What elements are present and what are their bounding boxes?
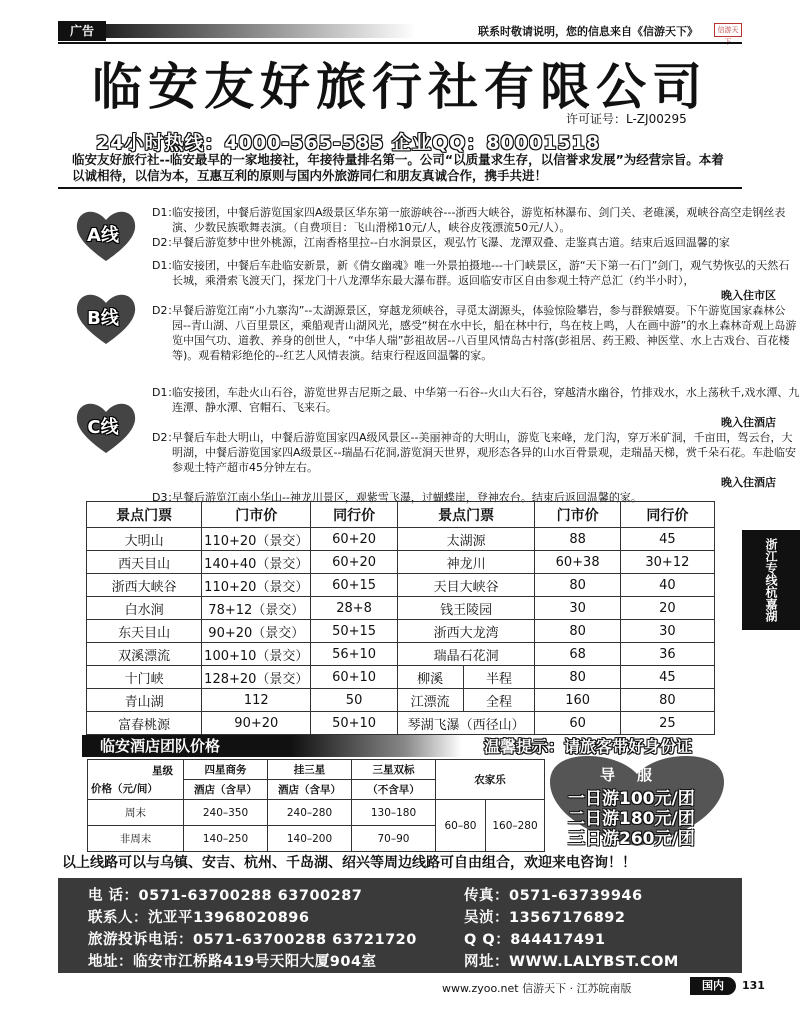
ticket-header: 景点门票 <box>87 502 202 528</box>
contact-address: 地址：临安市江桥路419号天阳大厦904室 <box>88 954 377 970</box>
ticket-price-table <box>86 501 715 735</box>
license-number: 许可证号：L-ZJ00295 <box>566 112 687 126</box>
ticket-header: 门市价 <box>535 502 620 528</box>
route-c-day-3: D3： 早餐后游览江南小华山--神龙川景区，观紫雪飞瀑，过蝴蝶崖，登神农台。结束后返回温馨的家。 <box>152 491 642 504</box>
top-gradient-strip <box>106 24 416 38</box>
route-a-day-2: D2： 早餐后游览梦中世外桃源，江南香格里拉--白水涧景区，观弘竹飞瀑、龙潭双叠、走鉴真古道。结束后返回温馨的家 <box>152 236 730 249</box>
publisher-logo: 信游天 <box>714 23 742 37</box>
guide-service-box <box>548 756 726 848</box>
table-row: 周末 240–350 240–280 130–180 60–80 160–280 <box>88 800 545 826</box>
page-number: 131 <box>742 979 765 992</box>
ticket-header-row <box>87 502 715 528</box>
route-c-label: C线 <box>87 417 119 438</box>
contact-fax: 传真：0571-63739946 <box>464 888 643 904</box>
footer-section-tab: 国内 <box>690 977 736 995</box>
contact-person-2: 吴浈：13567176892 <box>464 910 626 926</box>
ticket-header: 同行价 <box>620 502 714 528</box>
travel-tip: 温馨提示：请旅客带好身份证 <box>484 737 693 756</box>
contact-website: 网址：WWW.LALYBST.COM <box>464 954 679 970</box>
table-row: 浙西大峡谷 110+20（景交） 60+15 天目大峡谷 80 40 <box>87 574 715 597</box>
route-c-day-1: D1： 临安接团，车赴火山石谷，游览世界吉尼斯之最、中华第一石谷--火山大石谷，穿越清水幽谷，竹排戏水，水上荡秋千,戏水潭、九连潭、静水潭、官帽石、飞来石。 <box>152 386 800 414</box>
route-b-label: B线 <box>87 308 119 329</box>
table-row: 白水涧 78+12（景交） 28+8 钱王陵园 30 20 <box>87 597 715 620</box>
route-c-day-2-stay: 晚入住酒店 <box>721 476 776 489</box>
intro-divider <box>58 187 742 189</box>
table-row: 青山湖 112 50 江漂流 全程 160 80 <box>87 689 715 712</box>
ticket-header: 同行价 <box>311 502 397 528</box>
half-route-label: 半程 <box>463 666 535 689</box>
combination-note: 以上线路可以与乌镇、安吉、杭州、千岛湖、绍兴等周边线路可自由组合，欢迎来电咨询！！ <box>62 855 636 871</box>
top-divider <box>58 42 742 44</box>
rafting-label: 江漂流 <box>397 689 463 712</box>
route-a-heart-icon <box>74 207 138 263</box>
ticket-header: 门市价 <box>202 502 311 528</box>
route-b-day-1: D1： 临安接团，中餐后车赴临安新景，新《倩女幽魂》唯一外景拍摄地---十门峡景区，游“天下第一石门”剑门，观气势恢弘的天然石长城，乘滑索飞渡天门，探龙门十八龙潭华东最大瀑布群。返回临安市区自由参观土特产总汇（约半小时）， <box>152 259 790 287</box>
table-row: 大明山 110+20（景交） 60+20 太湖源 88 45 <box>87 528 715 551</box>
page-footer <box>58 975 765 999</box>
ticket-header: 景点门票 <box>397 502 535 528</box>
route-c-itinerary <box>152 385 800 505</box>
footer-publisher: www.zyoo.net 信游天下 · 江苏皖南版 <box>442 982 632 995</box>
ad-label: 广告 <box>58 21 106 41</box>
contact-complaint-phone: 旅游投诉电话：0571-63700288 63721720 <box>88 932 417 948</box>
route-b-day-1-stay: 晚入住市区 <box>721 289 776 302</box>
company-intro: 临安友好旅行社--临安最早的一家地接社，年接待量排名第一。公司“以质量求生存，以信誉求发展”为经营宗旨。本着以诚相待，以信为本，互惠互利的原则与国内外旅游同仁和朋友真诚合作，携手共进！ <box>72 152 724 183</box>
table-row: 非周末 140–250 140–200 70–90 <box>88 826 545 852</box>
hotel-price-table <box>87 759 545 852</box>
route-c-day-1-stay: 晚入住酒店 <box>721 416 776 429</box>
route-b-itinerary <box>152 258 800 363</box>
guide-title: 导服 <box>600 766 675 784</box>
route-c-heart-icon <box>74 399 138 455</box>
route-a-day-1: D1： 临安接团，中餐后游览国家四A级景区华东第一旅游峡谷---浙西大峡谷，游览柘林瀑布、剑门关、老碓溪，观峡谷高空走钢丝表演、少数民族歌舞表演。（自费项目：飞山滑梯10元/人，峡谷皮筏漂流50元/人）。 <box>152 206 786 234</box>
route-a-itinerary <box>152 205 800 250</box>
hotel-title: 临安酒店团队价格 <box>100 737 221 755</box>
table-row: 东天目山 90+20（景交） 50+15 浙西大龙湾 80 30 <box>87 620 715 643</box>
contact-person: 联系人：沈亚平13968020896 <box>88 910 310 926</box>
hotel-header-row: 星级 价格（元/间） 四星商务 挂三星 三星双标 农家乐 <box>88 760 545 780</box>
hotel-corner-cell: 星级 价格（元/间） <box>88 760 184 800</box>
guide-price-3day: 三日游260元/团 <box>568 829 695 849</box>
hotel-header-row-2: 酒店（含早） 酒店（含早） （不含早） <box>88 780 545 800</box>
contact-phone: 电 话：0571-63700288 63700287 <box>88 888 363 904</box>
table-row: 双溪漂流 100+10（景交） 56+10 瑞晶石花洞 68 36 <box>87 643 715 666</box>
route-b-heart-icon <box>74 290 138 346</box>
hotline: 24小时热线：4000-565-585 企业QQ：80001518 <box>96 132 601 154</box>
table-row: 西天目山 140+40（景交） 60+20 神龙川 60+38 30+12 <box>87 551 715 574</box>
contact-block <box>58 878 742 973</box>
table-row: 富春桃源 90+20 50+10 琴湖飞瀑（西径山） 60 25 <box>87 712 715 735</box>
guide-price-2day: 二日游180元/团 <box>568 809 695 829</box>
source-note: 联系时敬请说明，您的信息来自《信游天下》 <box>478 25 698 38</box>
route-a-label: A线 <box>87 225 119 246</box>
section-side-tab: 浙江专线杭嘉湖 <box>742 530 800 630</box>
full-route-label: 全程 <box>463 689 535 712</box>
route-c-day-2: D2： 早餐后车赴大明山，中餐后游览国家四A级风景区--美丽神奇的大明山，游览飞来峰，龙门沟，穿万米矿洞，千亩田，驾云台，大明湖，中餐后游览国家四A级景区--瑞晶石花洞,游览洞天世界，观形态各异的山水百骨景观，走瑞晶天梯，赏千朵石花。车赴临安参观土特产超市45分钟左右。 <box>152 431 796 474</box>
guide-price-1day: 一日游100元/团 <box>568 789 695 809</box>
route-b-day-2: D2： 早餐后游览江南“小九寨沟”--太湖源景区，穿越龙须峡谷，寻觅太湖源头，体验惊险攀岩，参与群猴嬉耍。下午游览国家森林公园--青山湖、八百里景区，乘船观青山湖风光，感受“树在水中长，船在林中行，鸟在枝上鸣，人在画中游”的水上森林奇观上岛游览中国气功、道教、养身的创世人，“中华人瑞”彭祖故居--八百里风情岛古村落(彭祖居、药王殿、神医堂、水上古戏台、百花楼等)。观看精彩绝伦的--红艺人风情表演。结束行程返回温馨的家。 <box>152 304 797 362</box>
top-bar <box>58 21 742 41</box>
contact-qq: Q Q：844417491 <box>464 932 606 948</box>
table-row: 十门峡 128+20（景交） 60+10 柳溪 半程 80 45 <box>87 666 715 689</box>
liuxi-label: 柳溪 <box>397 666 463 689</box>
company-name: 临安友好旅行社有限公司 <box>92 58 708 116</box>
